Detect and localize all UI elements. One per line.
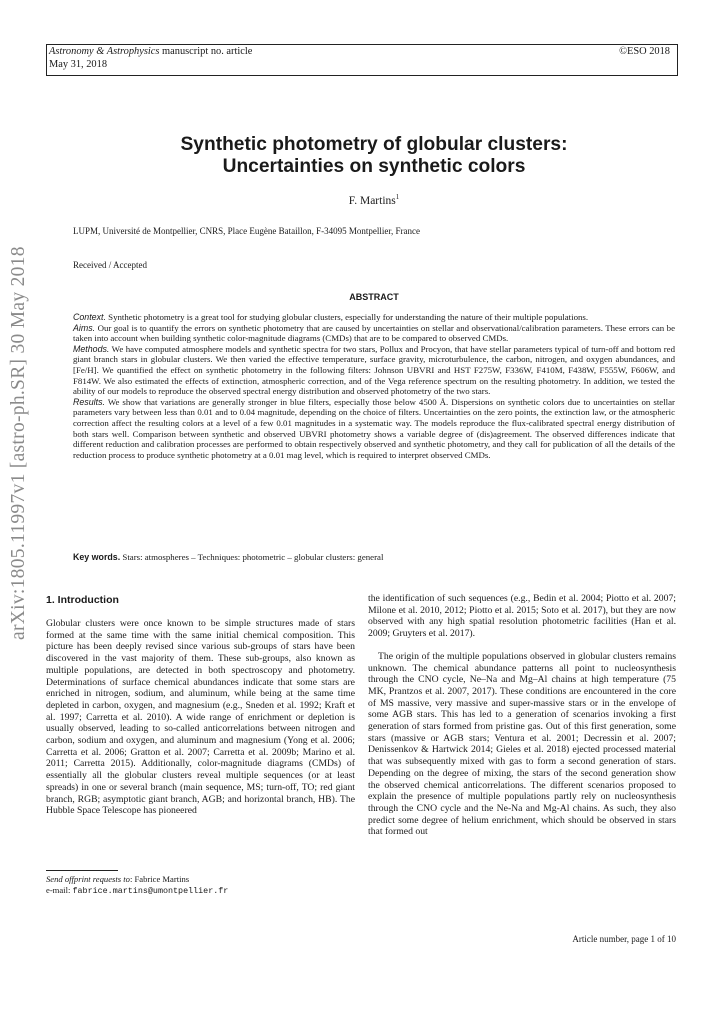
methods-text: We have computed atmosphere models and synthetic spectra for two stars, Pollux and Procyon, that have stellar parameters typical of turn-off and bottom red giant branch stars in globular clusters. We then varied the effective temperature, surface gravity, microturbulence, the carbon, nitrogen, and oxygen abundances, and [Fe/H]. We quantified the effect on synthetic photometry in the following filters: Johnson UBVRI and HST F275W, F336W, F410M, F438W, F555W, F606W, and F814W. We also estimated the effects of extinction, atmospheric correction, and of the Vega reference spectrum on the resulting photometry. In addition, we tested the ability of our models to reproduce the observed spectral energy distribution and observed photometry of the two stars. — [73, 343, 675, 397]
results-label: Results. — [73, 396, 105, 407]
arxiv-stamp: arXiv:1805.11997v1 [astro-ph.SR] 30 May 2018 — [8, 246, 29, 640]
abstract-methods — [73, 344, 675, 397]
abstract-context — [73, 312, 675, 323]
abstract-body — [73, 312, 675, 460]
section-heading: 1. Introduction — [46, 594, 119, 606]
journal-name: Astronomy & Astrophysics — [49, 46, 160, 57]
methods-label: Methods. — [73, 343, 110, 354]
title-line-2: Uncertainties on synthetic colors — [222, 156, 526, 177]
intro-paragraph-2: The origin of the multiple populations observed in globular clusters remains unknown. The chemical abundance patterns all point to nucleosynthesis through the CNO cycle, Ne–Na and Mg–Al chains at high temperature (75 MK, Prantzos et al. 2007, 2017). These conditions are encountered in the core of MS massive, very massive and super-massive stars or in the envelope of some AGB stars. This has led to a generation of scenarios invoking a first generation of stars formed from pristine gas. Out of this first generation, some stars (massive or AGB stars; Ventura et al. 2001; Decressin et al. 2007; Denissenkov & Hartwick 2014; Gieles et al. 2018) ejected processed material that was subsequently mixed with gas to form a second generation of stars. Depending on the degree of mixing, the stars of the second generation show the observed chemical anticorrelations. The different scenarios proposed to explain the presence of multiple populations partly rely on nucleosynthesis through the CNO cycle and the Ne-Na and Mg-Al chains. As such, they also predict some degree of helium enrichment, which should be observed in stars that formed out — [368, 650, 676, 838]
footnote-rule — [46, 870, 118, 871]
keywords-label: Key words. — [73, 552, 121, 562]
author-affil-mark: 1 — [395, 193, 400, 201]
aims-label: Aims. — [73, 322, 96, 333]
title-line-1: Synthetic photometry of globular clusters: — [180, 134, 568, 155]
context-label: Context. — [73, 312, 106, 322]
affiliation: LUPM, Université de Montpellier, CNRS, Place Eugène Bataillon, F-34095 Montpellier, France — [73, 226, 420, 236]
intro-paragraph-1-cont: the identification of such sequences (e.g., Bedin et al. 2004; Piotto et al. 2007; Milone et al. 2010, 2012; Piotto et al. 2015; Soto et al. 2017), but they are now observed with any high spatial resolution photometric facilities (Han et al. 2009; Gruyters et al. 2017). — [368, 593, 676, 640]
keywords-text: Stars: atmospheres – Techniques: photometric – globular clusters: general — [120, 552, 384, 562]
email-label: e-mail: — [46, 884, 73, 895]
intro-paragraph-1: Globular clusters were once known to be simple structures made of stars formed at the same time with the same initial chemical composition. This picture has been deeply revised since various sub-groups of stars have been discovered in the vast majority of them. These sub-groups, also known as multiple populations, are detected in both spectroscopy and photometry. Determinations of surface chemical abundances indicate that some stars are enriched in nitrogen, sodium, and aluminum, while being at the same time depleted in carbon, oxygen, and magnesium (e.g., Sneden et al. 1992; Kraft et al. 1997; Carretta et al. 2010). A wide range of enrichment or depletion is usually observed, leading to so-called anticorrelations between nitrogen and carbon, sodium and oxygen, and aluminum and magnesium (Yong et al. 2006; Carretta et al. 2006; Gratton et al. 2007; Carretta et al. 2009b; Marino et al. 2011; Carretta 2015). Additionally, color-magnitude diagrams (CMDs) of essentially all the globular clusters reveal multiple sequences (or at least spreads) in one or several branch (main sequence, MS; turn-off, TO; red giant branch, RGB; asymptotic giant branch, AGB; and horizontal branch, HB). The Hubble Space Telescope has pioneered — [46, 618, 355, 817]
abstract-heading: ABSTRACT — [349, 292, 399, 302]
results-text: We show that variations are generally stronger in blue filters, especially those below 4500 Å. Dispersions on synthetic colors due to uncertainties on stellar parameters vary between less than 0.01 and to 0.04 magnitude, depending on the choice of filters. Uncertainties on the zero points, the extinction law, or the atmospheric correction affect the resulting colors at a level of a few 0.01 magnitudes in a systematic way. The models reproduce the flux-calibrated spectral energy distribution of both stars well. Comparison between synthetic and observed UBVRI photometry shows a variable degree of (dis)agreement. The observed differences indicate that different reduction and calibration processes are performed to obtain respectively observed and synthetic photometry, and they call for publication of all the details of the reduction process to produce synthetic photometry at a 0.01 mag level, which is required to interpret observed CMDs. — [73, 396, 675, 460]
keywords — [73, 552, 675, 562]
author-name: F. Martins — [348, 194, 396, 207]
abstract-results — [73, 397, 675, 461]
right-column — [368, 593, 676, 838]
email-address[interactable]: fabrice.martins@umontpellier.fr — [72, 885, 229, 896]
context-text: Synthetic photometry is a great tool for studying globular clusters, especially for understanding the nature of their multiple populations. — [105, 312, 589, 322]
copyright: ©ESO 2018 — [619, 46, 670, 57]
received-accepted: Received / Accepted — [73, 260, 147, 270]
offprint-label: Send offprint requests to — [46, 874, 130, 884]
footnote — [46, 874, 228, 896]
page-number: Article number, page 1 of 10 — [572, 934, 676, 944]
left-column — [46, 618, 355, 817]
author — [73, 193, 675, 207]
aims-text: Our goal is to quantify the errors on synthetic photometry that are caused by uncertainties on stellar and observational/calibration parameters. These errors can be taken into account when building synthetic color-magnitude diagrams (CMDs) that are to be compared to observed CMDs. — [73, 322, 675, 344]
abstract-aims — [73, 323, 675, 344]
paper-title — [73, 134, 675, 178]
offprint-name: : Fabrice Martins — [129, 874, 190, 884]
header-date: May 31, 2018 — [49, 58, 108, 70]
manuscript-label: manuscript no. article — [159, 46, 253, 57]
header-left — [49, 46, 252, 71]
